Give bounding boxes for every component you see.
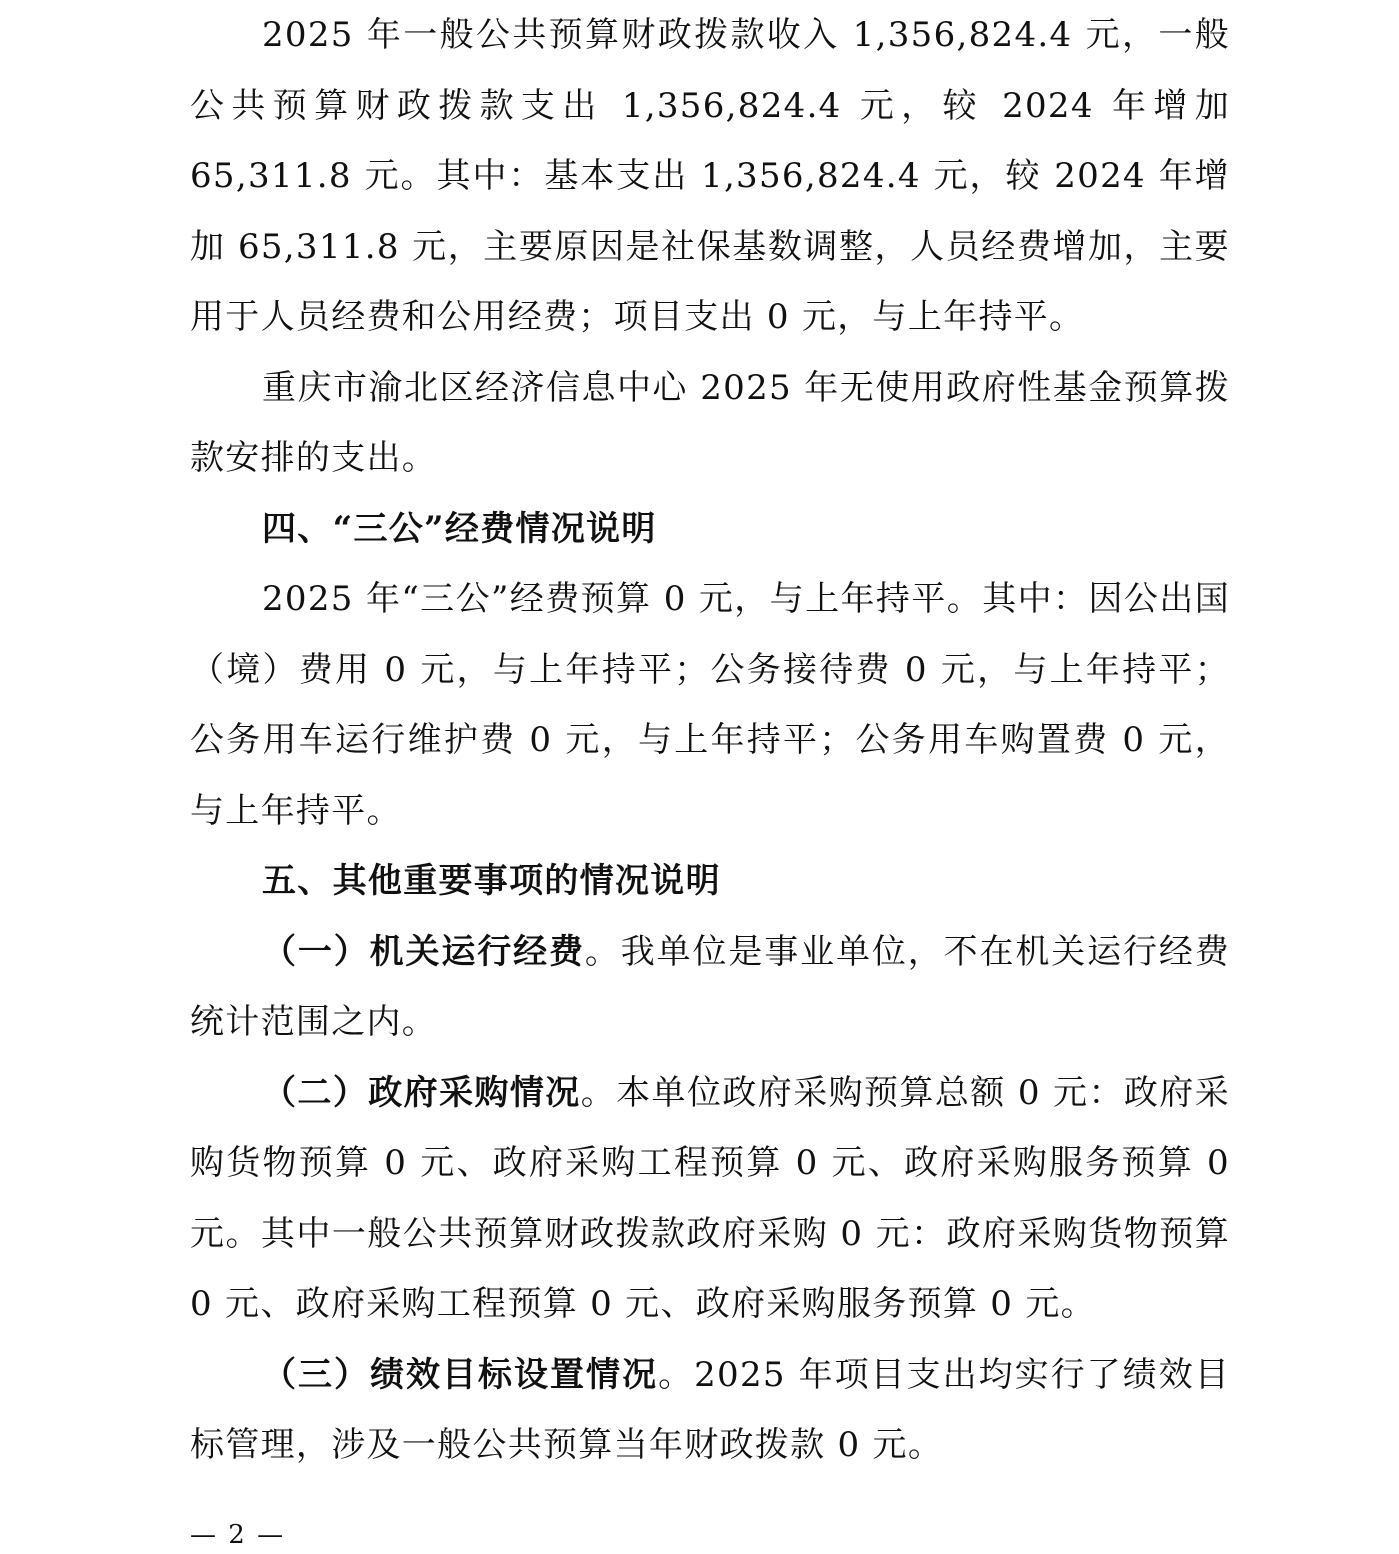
text-performance: 。2025 年项目支出均实行了绩效目标管理，涉及一般公共预算当年财政拨款 0 元。 — [190, 1354, 1230, 1465]
page-number: — 2 — — [190, 1520, 286, 1550]
subheading-procurement: （二）政府采购情况 — [262, 1072, 581, 1113]
section-heading-three-public: 四、“三公”经费情况说明 — [262, 508, 657, 549]
document-page — [190, 0, 1230, 1481]
paragraph-gov-fund: 重庆市渝北区经济信息中心 2025 年无使用政府性基金预算拨款安排的支出。 — [190, 367, 1230, 478]
text-operating-funds: 。我单位是事业单位，不在机关运行经费统计范围之内。 — [190, 931, 1230, 1042]
paragraph-budget-income: 2025 年一般公共预算财政拨款收入 1,356,824.4 元，一般公共预算财政拨款支出 1,356,824.4 元，较 2024 年增加 65,311.8 元。其中：基本支出 1,356,824.4 元，较 2024 年增加 65,311.8 元，主要原因是社保基数调整，人员经费增加，主要用于人员经费和公用经费；项目支出 0 元，与上年持平。 — [190, 15, 1230, 337]
paragraph-procurement — [190, 1058, 1230, 1340]
paragraph-performance — [190, 1340, 1230, 1481]
paragraph-three-public: 2025 年“三公”经费预算 0 元，与上年持平。其中：因公出国（境）费用 0 元，与上年持平；公务接待费 0 元，与上年持平；公务用车运行维护费 0 元，与上年持平；公务用车购置费 0 元，与上年持平。 — [190, 579, 1230, 831]
subheading-operating-funds: （一）机关运行经费 — [262, 931, 585, 972]
section-heading-other-matters: 五、其他重要事项的情况说明 — [262, 861, 721, 901]
subheading-performance: （三）绩效目标设置情况 — [262, 1354, 659, 1395]
paragraph-operating-funds — [190, 917, 1230, 1058]
text-procurement: 。本单位政府采购预算总额 0 元：政府采购货物预算 0 元、政府采购工程预算 0 元、政府采购服务预算 0 元。其中一般公共预算财政拨款政府采购 0 元：政府采购货物预算 0 元、政府采购工程预算 0 元、政府采购服务预算 0 元。 — [190, 1072, 1230, 1324]
